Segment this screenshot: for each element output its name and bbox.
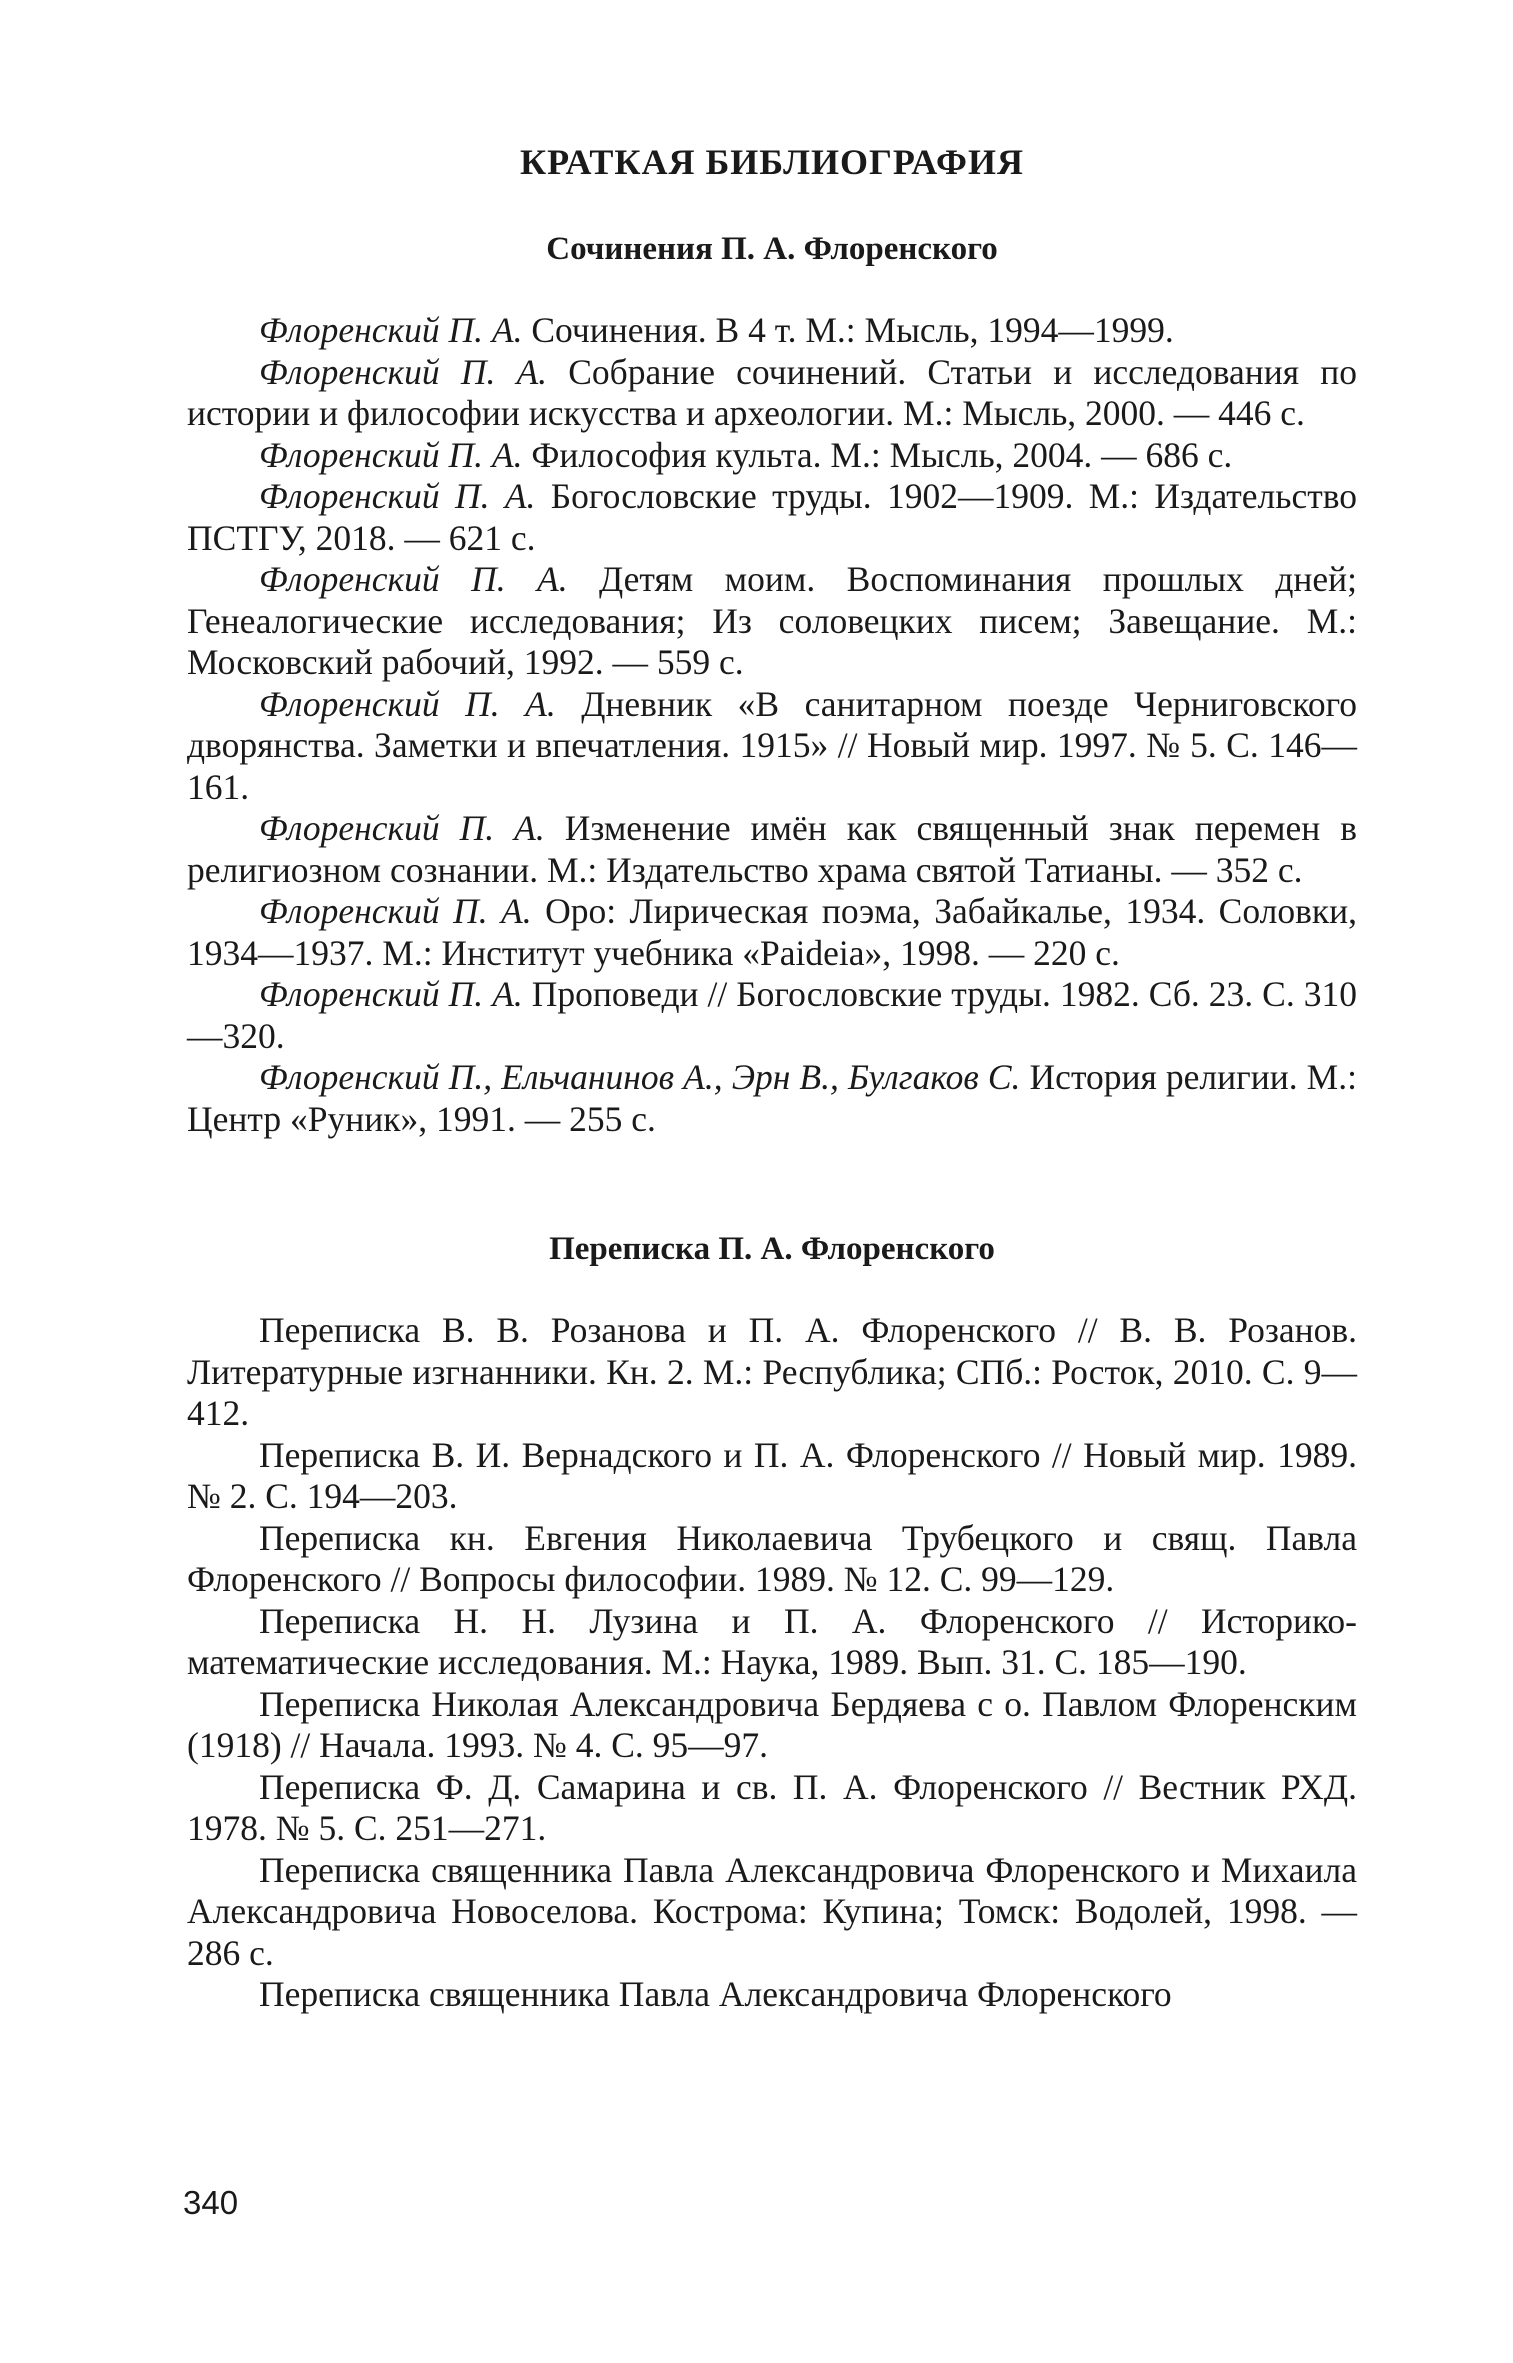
bibliography-entry: Переписка Н. Н. Лузина и П. А. Флоренского // Историко-математические исследования. М.: Наука, 1989. Вып. 31. С. 185—190. bbox=[187, 1600, 1357, 1682]
entry-author: Флоренский П. А. bbox=[259, 683, 556, 724]
entry-author: Флоренский П. А. bbox=[259, 891, 532, 931]
entry-author: Флоренский П. А. bbox=[259, 808, 545, 848]
entry-author: Флоренский П. А. bbox=[259, 310, 523, 350]
page-number: 340 bbox=[183, 2184, 239, 2221]
entry-text: Детям моим. Воспоминания прошлых дней; Генеалогические исследования; Из соловецких писем; Завещание. М.: Московский рабочий, 1992. — 559 с. bbox=[187, 559, 1357, 682]
bibliography-entry bbox=[187, 435, 1357, 477]
bibliography-entry bbox=[187, 310, 1357, 352]
section-heading-correspondence: Переписка П. А. Флоренского bbox=[549, 1231, 995, 1267]
entry-author: Флоренский П., Ельчанинов А., Эрн В., Булгаков С. bbox=[259, 1057, 1021, 1097]
entry-text: Оро: Лирическая поэма, Забайкалье, 1934. Соловки, 1934—1937. М.: Институт учебника «Paideia», 1998. — 220 с. bbox=[187, 891, 1357, 973]
section-heading-works: Сочинения П. А. Флоренского bbox=[546, 231, 998, 267]
bibliography-entry bbox=[187, 974, 1357, 1057]
bibliography-entry bbox=[187, 559, 1357, 684]
bibliography-entry: Переписка священника Павла Александровича Флоренского и Михаила Александровича Новоселова. Кострома: Купина; Томск: Водолей, 1998. — 286 с. bbox=[187, 1849, 1357, 1973]
bibliography-entry bbox=[187, 352, 1357, 435]
entry-author: Флоренский П. А. bbox=[259, 476, 536, 516]
entry-text: Проповеди // Богословские труды. 1982. Сб. 23. С. 310—320. bbox=[187, 974, 1357, 1056]
entry-text: Богословские труды. 1902—1909. М.: Издательство ПСТГУ, 2018. — 621 с. bbox=[187, 476, 1358, 558]
entry-text: Изменение имён как священный знак перемен в религиозном сознании. М.: Издательство храма святой Татианы. — 352 с. bbox=[187, 808, 1357, 890]
entry-author: Флоренский П. А. bbox=[259, 559, 568, 599]
bibliography-entry bbox=[187, 684, 1357, 809]
entry-text: История религии. М.: Центр «Руник», 1991. — 255 с. bbox=[187, 1057, 1357, 1139]
entry-author: Флоренский П. А. bbox=[259, 974, 523, 1014]
document-page bbox=[187, 140, 1357, 2016]
correspondence-list bbox=[187, 1310, 1357, 2016]
entry-text: Философия культа. М.: Мысль, 2004. — 686 с. bbox=[522, 434, 1233, 475]
works-list bbox=[187, 310, 1357, 1140]
bibliography-entry: Переписка В. И. Вернадского и П. А. Флоренского // Новый мир. 1989. № 2. С. 194—203. bbox=[187, 1434, 1357, 1516]
bibliography-entry: Переписка Николая Александровича Бердяева с о. Павлом Флоренским (1918) // Начала. 1993. № 4. С. 95—97. bbox=[187, 1683, 1357, 1765]
bibliography-entry bbox=[187, 476, 1357, 559]
bibliography-entry bbox=[187, 891, 1357, 974]
bibliography-entry: Переписка кн. Евгения Николаевича Трубецкого и свящ. Павла Флоренского // Вопросы философии. 1989. № 12. С. 99—129. bbox=[187, 1517, 1357, 1599]
bibliography-entry: Переписка Ф. Д. Самарина и св. П. А. Флоренского // Вестник РХД. 1978. № 5. С. 251—271. bbox=[187, 1766, 1357, 1848]
entry-text: Сочинения. В 4 т. М.: Мысль, 1994—1999. bbox=[522, 310, 1174, 350]
page-title: КРАТКАЯ БИБЛИОГРАФИЯ bbox=[520, 142, 1024, 182]
entry-text: Дневник «В санитарном поезде Черниговского дворянства. Заметки и впечатления. 1915» // Новый мир. 1997. № 5. С. 146—161. bbox=[187, 683, 1358, 807]
entry-author: Флоренский П. А. bbox=[259, 351, 548, 392]
bibliography-entry: Переписка В. В. Розанова и П. А. Флоренского // В. В. Розанов. Литературные изгнанники. Кн. 2. М.: Республика; СПб.: Росток, 2010. С. 9—412. bbox=[187, 1310, 1357, 1433]
bibliography-entry bbox=[187, 1057, 1357, 1140]
entry-author: Флоренский П. А. bbox=[259, 434, 523, 475]
bibliography-entry bbox=[187, 808, 1357, 891]
entry-text: Собрание сочинений. Статьи и исследования по истории и философии искусства и археологии. М.: Мысль, 2000. — 446 с. bbox=[187, 351, 1357, 433]
bibliography-entry: Переписка священника Павла Александровича Флоренского bbox=[259, 1974, 1172, 2014]
